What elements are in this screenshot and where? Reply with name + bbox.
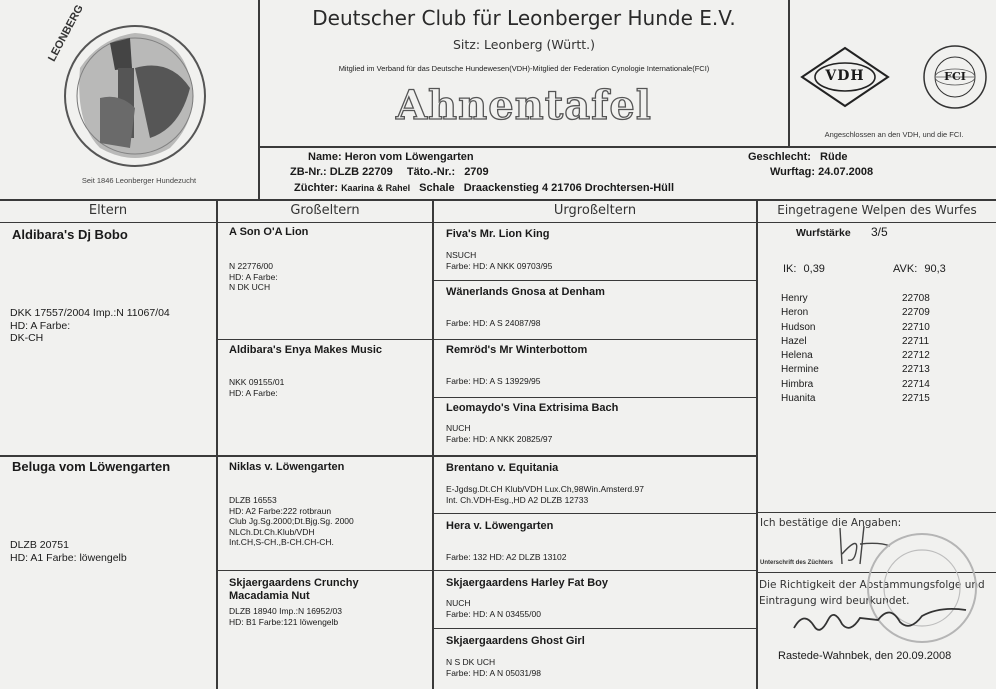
litter-size: 3/5	[871, 225, 888, 239]
ik-value: 0,39	[803, 263, 825, 275]
vdh-text: VDH	[825, 68, 865, 84]
puppy-name: Huanita	[781, 393, 816, 405]
ggp-7-info: NUCH Farbe: HD: A N 03455/00	[446, 598, 541, 619]
list-item	[781, 292, 951, 306]
zb-number: DLZB 22709	[329, 166, 393, 178]
puppy-name: Hermine	[781, 364, 819, 376]
membership-text: Mitglied im Verband für das Deutsche Hundewesen(VDH)-Mitglied der Federation Cynologie Internationale(FCI)	[338, 64, 710, 73]
dam-name: Beluga vom Löwengarten	[12, 459, 171, 474]
puppy-number: 22712	[902, 350, 930, 362]
puppy-number: 22710	[902, 321, 930, 333]
list-item	[781, 321, 951, 335]
club-name: Deutscher Club für Leonberger Hunde E.V.	[312, 6, 736, 30]
tato-number: 2709	[464, 166, 489, 178]
birth-label: Wurftag:	[770, 166, 816, 178]
list-item	[781, 363, 951, 377]
ggp-6-info: Farbe: 132 HD: A2 DLZB 13102	[446, 552, 567, 562]
list-item	[781, 392, 951, 406]
dam-info: DLZB 20751 HD: A1 Farbe: löwengelb	[10, 539, 127, 564]
ggp-8-info: N S DK UCH Farbe: HD: A N 05031/98	[446, 657, 541, 678]
zb-label: ZB-Nr.:	[290, 166, 327, 178]
puppy-name: Hazel	[781, 335, 807, 347]
breeder-address: Draackenstieg 4 21706 Drochtersen-Hüll	[463, 182, 675, 194]
sex-label: Geschlecht:	[748, 151, 811, 163]
ggp-8-name: Skjaergaardens Ghost Girl	[446, 635, 585, 647]
tato-label: Täto.-Nr.:	[406, 166, 456, 178]
breeder-first: Kaarina & Rahel	[341, 183, 411, 193]
puppy-number: 22714	[902, 378, 930, 390]
ggp-5-name: Brentano v. Equitania	[446, 462, 559, 474]
verify-text: Die Richtigkeit der Abstammungsfolge und Eintragung wird beurkundet.	[759, 579, 985, 607]
affiliation-text: Angeschlossen an den VDH, und die FCI.	[824, 130, 964, 139]
list-item	[781, 378, 951, 392]
list-item	[781, 306, 951, 320]
ggp-4-name: Leomaydo's Vina Extrisima Bach	[446, 402, 619, 414]
list-item	[781, 349, 951, 363]
ggp-2-info: Farbe: HD: A S 24087/98	[446, 318, 541, 328]
ggp-1-info: NSUCH Farbe: HD: A NKK 09703/95	[446, 250, 553, 271]
ik-label: IK:	[783, 263, 797, 275]
grandparent-3-name: Niklas v. Löwengarten	[229, 461, 345, 473]
col-parents: Eltern	[88, 203, 128, 218]
confirm-text: Ich bestätige die Angaben:	[760, 517, 902, 529]
grandparent-1-name: A Son O'A Lion	[229, 226, 309, 238]
puppy-name: Heron	[781, 307, 809, 319]
grandparent-2-info: NKK 09155/01 HD: A Farbe:	[229, 377, 285, 398]
sire-name: Aldibara's Dj Bobo	[12, 227, 128, 242]
birth-date: 24.07.2008	[818, 166, 874, 178]
list-item	[781, 335, 951, 349]
fci-logo	[922, 44, 988, 110]
ggp-1-name: Fiva's Mr. Lion King	[446, 228, 550, 240]
grandparent-3-info: DLZB 16553 HD: A2 Farbe:222 rotbraun Club Jg.Sg.2000;Dt.Bjg.Sg. 2000 NLCh.Dt.Ch.Klub/VDH Int.CH,S-CH.,B-CH.CH-CH.	[229, 495, 354, 547]
grandparent-4-info: DLZB 18940 Imp.:N 16952/03 HD: B1 Farbe:121 löwengelb	[229, 606, 342, 627]
col-grandparents: Großeltern	[290, 203, 360, 218]
litter-size-label: Wurfstärke	[796, 227, 851, 239]
breeder-signature-label: Unterschrift des Züchters	[760, 560, 834, 566]
grandparent-1-info: N 22776/00 HD: A Farbe: N DK UCH	[229, 261, 278, 292]
breeder-label: Züchter:	[294, 182, 338, 194]
sire-info: DKK 17557/2004 Imp.:N 11067/04 HD: A Farbe: DK-CH	[10, 307, 170, 344]
puppy-name: Himbra	[781, 378, 814, 390]
sex-value: Rüde	[820, 151, 848, 163]
avk-value: 90,3	[924, 263, 946, 275]
ggp-5-info: E-Jgdsg.Dt.CH Klub/VDH Lux.Ch,98Win.Amsterd.97 Int. Ch.VDH-Esg.,HD A2 DLZB 12733	[446, 484, 644, 505]
club-seat: Sitz: Leonberg (Württ.)	[452, 37, 596, 52]
avk-label: AVK:	[893, 263, 918, 275]
document-title: Ahnentafel	[396, 82, 652, 129]
puppy-number: 22711	[902, 335, 930, 347]
puppy-number: 22715	[902, 393, 930, 405]
vdh-logo	[800, 46, 890, 108]
col-litter: Eingetragene Welpen des Wurfes	[777, 203, 977, 217]
ggp-6-name: Hera v. Löwengarten	[446, 520, 554, 532]
fci-text: FCI	[944, 70, 966, 83]
puppy-number: 22709	[902, 307, 930, 319]
puppy-number: 22713	[902, 364, 930, 376]
puppy-name: Henry	[781, 293, 808, 304]
grandparent-4-name: Skjaergaardens Crunchy Macadamia Nut	[229, 577, 359, 602]
puppy-name: Hudson	[781, 321, 816, 333]
club-logo	[40, 2, 230, 188]
name-label: Name:	[308, 151, 342, 163]
breeder-last: Schale	[419, 182, 455, 194]
ggp-2-name: Wänerlands Gnosa at Denham	[446, 286, 605, 298]
ggp-3-info: Farbe: HD: A S 13929/95	[446, 376, 541, 386]
ggp-7-name: Skjaergaardens Harley Fat Boy	[446, 577, 609, 589]
grandparent-2-name: Aldibara's Enya Makes Music	[229, 344, 383, 356]
registrar-signature-icon	[790, 598, 970, 642]
ggp-4-info: NUCH Farbe: HD: A NKK 20825/97	[446, 423, 553, 444]
logo-caption: Seit 1846 Leonberger Hundezucht	[81, 176, 197, 185]
logo-text: LEONBERG	[46, 2, 86, 64]
dog-name: Heron vom Löwengarten	[344, 151, 474, 163]
place-date: Rastede-Wahnbek, den 20.09.2008	[778, 650, 952, 662]
puppy-number: 22708	[902, 293, 930, 304]
col-greatgrandparents: Urgroßeltern	[553, 203, 637, 218]
puppy-list	[781, 292, 951, 406]
ggp-3-name: Remröd's Mr Winterbottom	[446, 344, 588, 356]
puppy-name: Helena	[781, 350, 813, 362]
